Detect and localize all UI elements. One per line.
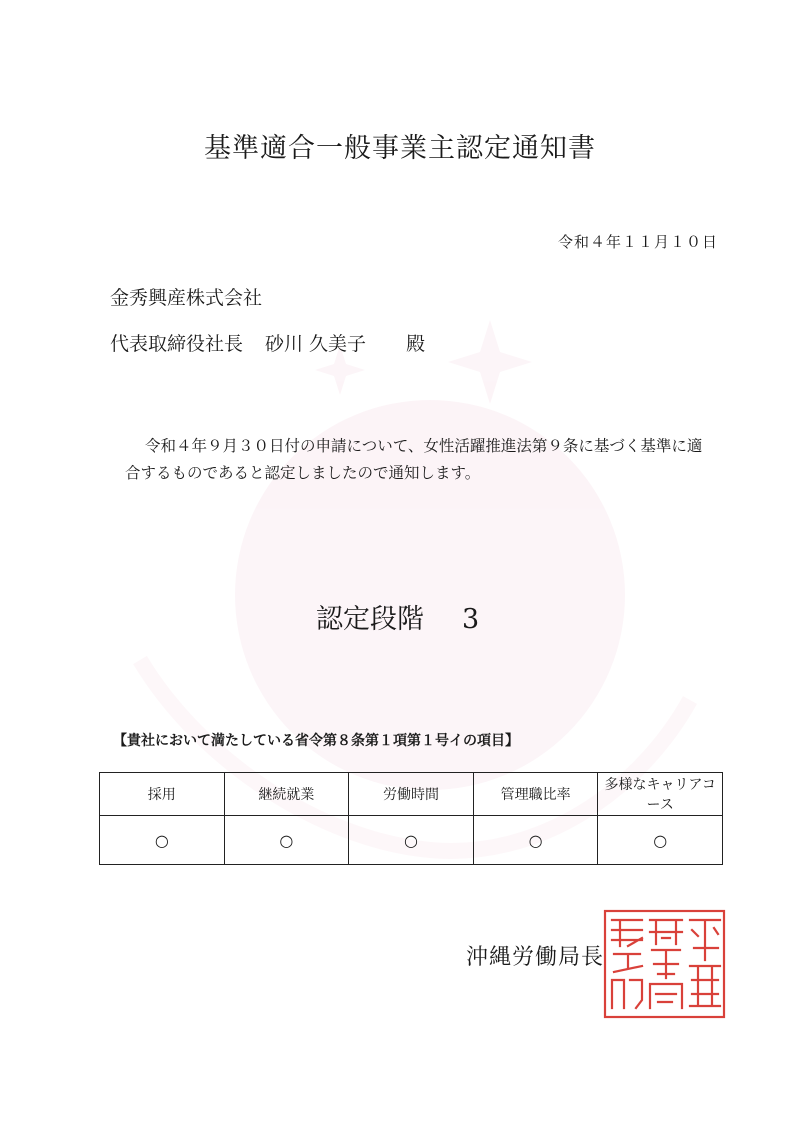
criteria-value-row <box>100 816 723 865</box>
certification-level-label: 認定段階 <box>316 604 424 635</box>
recipient-title: 代表取締役社長 <box>110 333 244 355</box>
recipient-line <box>110 329 425 356</box>
recipient-honorific: 殿 <box>406 333 426 355</box>
certification-level-value: 3 <box>462 604 480 635</box>
official-seal <box>602 908 727 1020</box>
certification-level <box>316 597 479 636</box>
criteria-header-cell: 多様なキャリアコース <box>598 773 723 816</box>
issuer-name: 沖縄労働局長 <box>466 945 605 970</box>
recipient-company: 金秀興産株式会社 <box>110 287 263 309</box>
criteria-header-row <box>100 773 723 816</box>
criteria-header-cell: 継続就業 <box>224 773 349 816</box>
criteria-value-cell: ○ <box>473 816 598 865</box>
recipient-name: 砂川 久美子 <box>265 333 367 355</box>
criteria-value-cell: ○ <box>349 816 474 865</box>
criteria-header-cell: 労働時間 <box>349 773 474 816</box>
criteria-value-cell: ○ <box>100 816 225 865</box>
document-title: 基準適合一般事業主認定通知書 <box>204 133 596 164</box>
issue-date: 令和４年１１月１０日 <box>557 233 718 251</box>
criteria-header-cell: 採用 <box>100 773 225 816</box>
notice-body: 令和４年９月３０日付の申請について、女性活躍推進法第９条に基づく基準に適合するものであると認定しましたので通知します。 <box>125 437 703 482</box>
criteria-header-cell: 管理職比率 <box>473 773 598 816</box>
criteria-table <box>99 772 723 865</box>
criteria-value-cell: ○ <box>224 816 349 865</box>
criteria-value-cell: ○ <box>598 816 723 865</box>
criteria-heading: 【貴社において満たしている省令第８条第１項第１号イの項目】 <box>113 733 519 749</box>
